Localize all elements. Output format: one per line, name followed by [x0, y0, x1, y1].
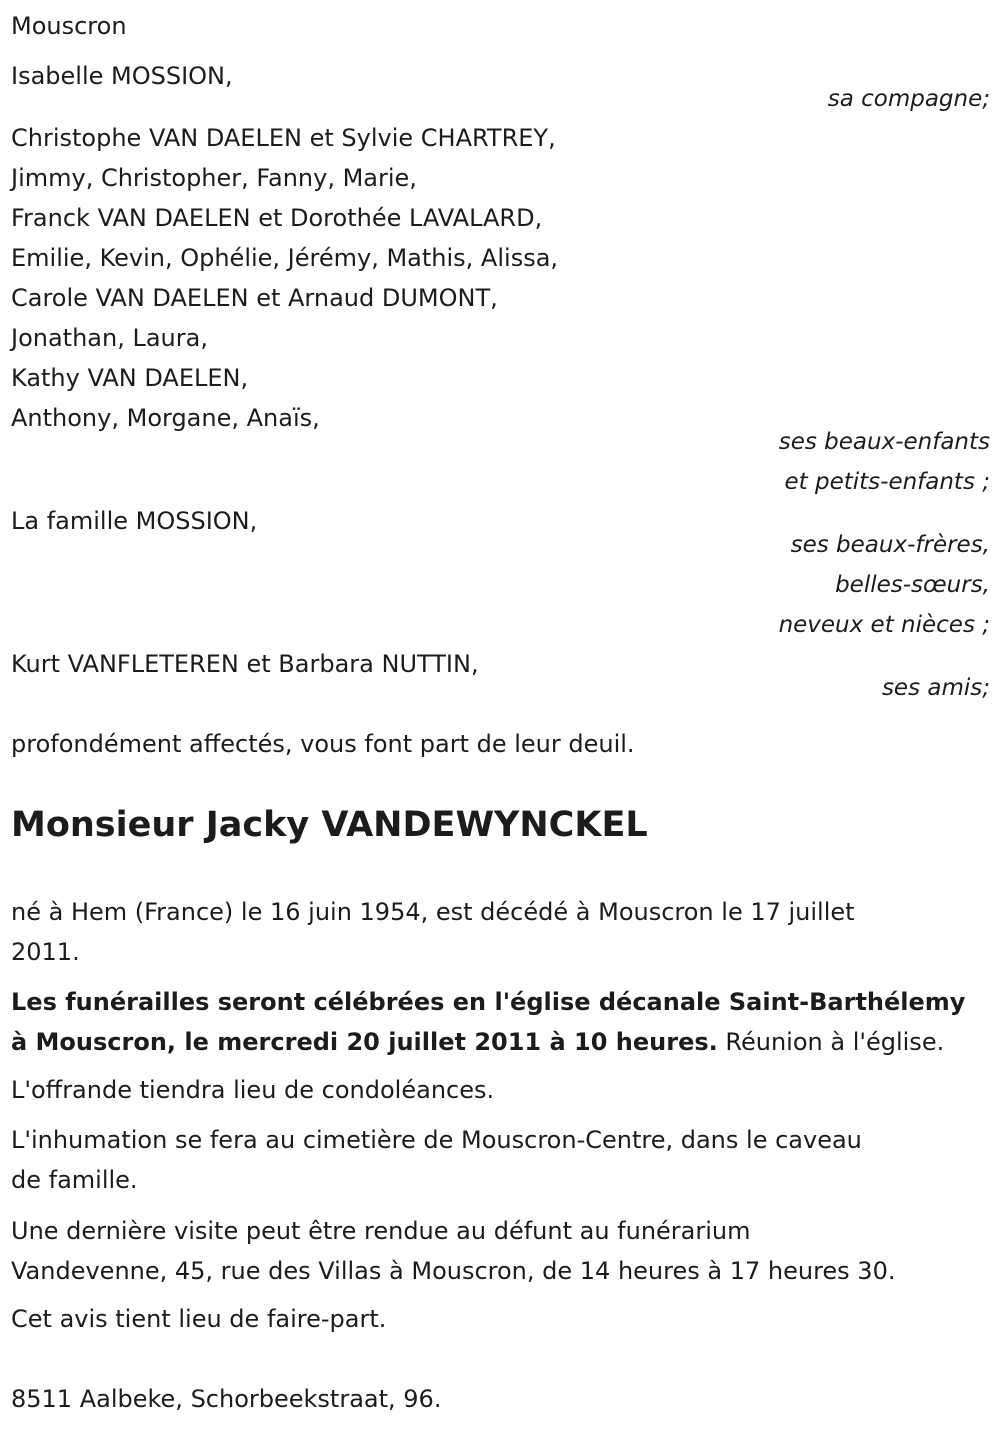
partner-role: sa compagne;: [827, 86, 990, 112]
children-line-4: Emilie, Kevin, Ophélie, Jérémy, Mathis, Alissa,: [11, 244, 559, 272]
children-line-3: Franck VAN DAELEN et Dorothée LAVALARD,: [11, 204, 543, 232]
children-line-1: Christophe VAN DAELEN et Sylvie CHARTREY,: [11, 124, 556, 152]
birth-death-line-1: né à Hem (France) le 16 juin 1954, est décédé à Mouscron le 17 juillet: [11, 898, 855, 926]
funeral-line-1: [11, 982, 965, 1022]
partner-name: Isabelle MOSSION,: [11, 62, 233, 90]
funeral-line-2: [11, 1022, 944, 1062]
funeral-bold-2: à Mouscron, le mercredi 20 juillet 2011 à 10 heures.: [11, 1028, 718, 1056]
inhumation-line-2: de famille.: [11, 1166, 138, 1194]
friends-names: Kurt VANFLETEREN et Barbara NUTTIN,: [11, 650, 479, 678]
children-line-6: Jonathan, Laura,: [11, 324, 208, 352]
funeral-reunion: Réunion à l'église.: [717, 1028, 945, 1056]
children-role-1: ses beaux-enfants: [778, 429, 990, 455]
visit-line-2: Vandevenne, 45, rue des Villas à Mouscron, de 14 heures à 17 heures 30.: [11, 1257, 896, 1285]
children-line-7: Kathy VAN DAELEN,: [11, 364, 249, 392]
children-line-5: Carole VAN DAELEN et Arnaud DUMONT,: [11, 284, 498, 312]
birth-death-line-2: 2011.: [11, 938, 80, 966]
mossion-role-3: neveux et nièces ;: [778, 612, 990, 638]
mossion-family: La famille MOSSION,: [11, 507, 258, 535]
funeral-bold-1: Les funérailles seront célébrées en l'église décanale Saint-Barthélemy: [11, 988, 966, 1016]
inhumation-line-1: L'inhumation se fera au cimetière de Mouscron-Centre, dans le caveau: [11, 1126, 862, 1154]
faire-part-text: Cet avis tient lieu de faire-part.: [11, 1305, 387, 1333]
children-line-8: Anthony, Morgane, Anaïs,: [11, 404, 320, 432]
children-role-2: et petits-enfants ;: [784, 469, 990, 495]
offrande-text: L'offrande tiendra lieu de condoléances.: [11, 1076, 495, 1104]
children-line-2: Jimmy, Christopher, Fanny, Marie,: [11, 164, 417, 192]
friends-role: ses amis;: [881, 675, 990, 701]
deceased-name: Monsieur Jacky VANDEWYNCKEL: [11, 805, 648, 845]
mossion-role-2: belles-sœurs,: [835, 572, 990, 598]
visit-line-1: Une dernière visite peut être rendue au défunt au funérarium: [11, 1217, 751, 1245]
announcement-text: profondément affectés, vous font part de leur deuil.: [11, 730, 635, 758]
location-heading: Mouscron: [11, 12, 127, 40]
address-text: 8511 Aalbeke, Schorbeekstraat, 96.: [11, 1385, 442, 1413]
mossion-role-1: ses beaux-frères,: [790, 532, 990, 558]
